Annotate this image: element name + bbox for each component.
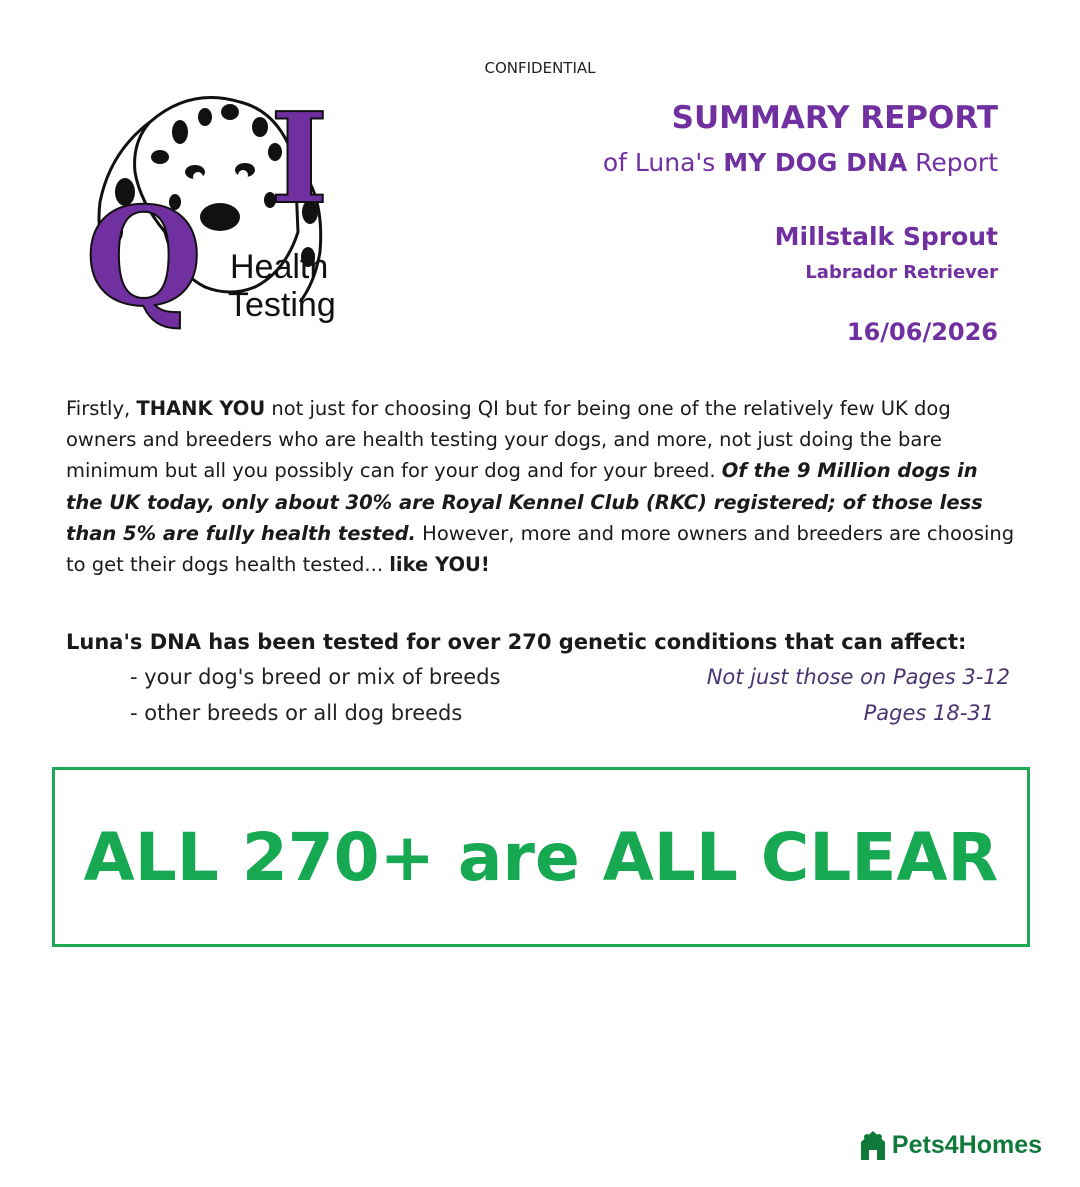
result-box: [52, 767, 1030, 947]
intro-thank-you: THANK YOU: [136, 397, 266, 420]
dog-breed: Labrador Retriever: [805, 262, 998, 283]
tested-note-other: Pages 18-31: [863, 701, 994, 725]
qi-health-testing-logo: [80, 82, 350, 362]
svg-text:Testing: Testing: [228, 286, 336, 324]
tested-note-breed: Not just those on Pages 3-12: [706, 665, 1010, 689]
dog-name: Millstalk Sprout: [774, 222, 998, 251]
summary-sub-bold: MY DOG DNA: [723, 148, 908, 177]
summary-title: SUMMARY REPORT: [671, 100, 998, 136]
summary-subtitle: [603, 148, 998, 177]
tested-headline: Luna's DNA has been tested for over 270 genetic conditions that can affect:: [66, 630, 967, 654]
intro-text-3: However, more and more owners and breeders are choosing to get their dogs health tested...: [66, 521, 1015, 577]
intro-text-1: Firstly,: [66, 397, 137, 420]
report-date: 16/06/2026: [846, 318, 998, 346]
pets4homes-label: Pets4Homes: [891, 1130, 1042, 1159]
summary-sub-suffix: Report: [907, 148, 998, 177]
pets4homes-watermark: [858, 1128, 1042, 1162]
pets4homes-logo-icon: [858, 1128, 888, 1162]
svg-text:Health: Health: [230, 248, 329, 286]
dog-logo-icon: [80, 82, 350, 362]
confidential-label: CONFIDENTIAL: [484, 59, 596, 77]
svg-text:I: I: [270, 86, 329, 232]
intro-statistic: Of the 9 Million dogs in the UK today, only about 30% are Royal Kennel Club (RKC) registered; of those less than 5% are fully health tested.: [66, 459, 983, 545]
tested-item-other: - other breeds or all dog breeds: [130, 701, 463, 725]
intro-like-you: like YOU!: [389, 553, 490, 577]
tested-item-breed: - your dog's breed or mix of breeds: [130, 665, 501, 689]
summary-sub-prefix: of Luna's: [602, 148, 724, 177]
svg-text:Q: Q: [85, 177, 203, 336]
intro-text-2: not just for choosing QI but for being one of the relatively few UK dog owners and breeders who are health testing your dogs, and more, not just doing the bare minimum but all you possibly can for your dog and for your breed.: [66, 397, 951, 483]
result-text: ALL 270+ are ALL CLEAR: [83, 818, 999, 896]
intro-paragraph: [66, 393, 1016, 580]
